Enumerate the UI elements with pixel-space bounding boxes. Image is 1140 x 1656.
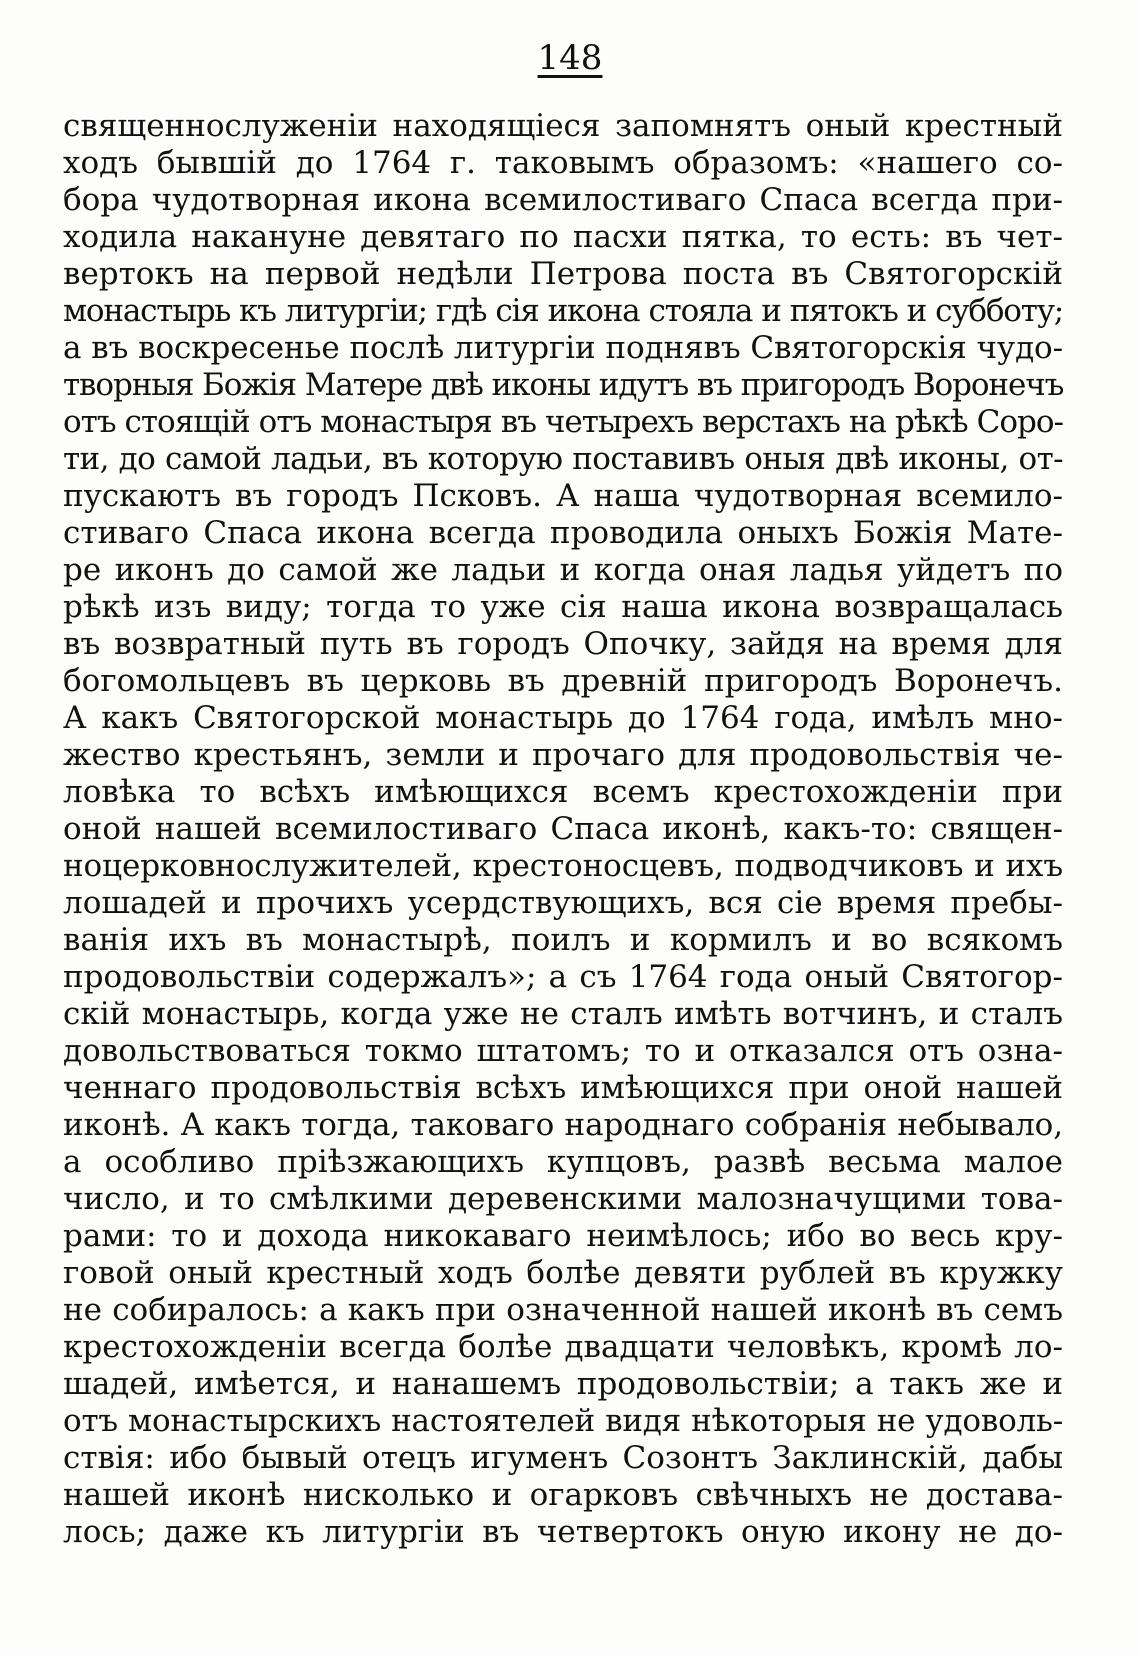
text-line: ходила накануне девятаго по пасхи пятка, то есть: въ чет-: [63, 219, 1063, 255]
text-line: скiй монастырь, когда уже не сталъ имѣть вотчинъ, и сталъ: [63, 996, 1063, 1032]
body-text: [63, 108, 1063, 1551]
text-line: продовольствiи содержалъ»; а съ 1764 года оный Святогор-: [63, 959, 1063, 995]
text-line: крестохожденiи всегда болѣе двадцати человѣкъ, кромѣ ло-: [63, 1329, 1063, 1365]
text-line: оной нашей всемилостиваго Спаса иконѣ, какъ-то: священ-: [63, 811, 1063, 847]
text-line: въ возвратный путь въ городъ Опочку, зайдя на время для: [63, 626, 1063, 662]
text-line: ноцерковнослужителей, крестоносцевъ, подводчиковъ и ихъ: [63, 848, 1063, 884]
text-line: а въ воскресенье послѣ литургiи поднявъ Святогорскiя чудо-: [63, 330, 1063, 366]
text-line: пускаютъ въ городъ Псковъ. А наша чудотворная всемило-: [63, 478, 1063, 514]
text-line: ходъ бывшiй до 1764 г. таковымъ образомъ: «нашего со-: [63, 145, 1063, 181]
text-line: монастырь къ литургiи; гдѣ сiя икона стояла и пятокъ и субботу;: [63, 293, 1063, 329]
text-line: ванiя ихъ въ монастырѣ, поилъ и кормилъ и во всякомъ: [63, 922, 1063, 958]
text-line: иконѣ. А какъ тогда, таковаго народнаго собранiя небывало,: [63, 1107, 1063, 1143]
text-line: не собиралось: а какъ при означенной нашей иконѣ въ семъ: [63, 1292, 1063, 1328]
text-line: жество крестьянъ, земли и прочаго для продовольствiя че-: [63, 737, 1063, 773]
text-line: ченнаго продовольствiя всѣхъ имѣющихся при оной нашей: [63, 1070, 1063, 1106]
text-line: вертокъ на первой недѣли Петрова поста въ Святогорскiй: [63, 256, 1063, 292]
page-number: 148: [537, 38, 603, 78]
text-line: лошадей и прочихъ усердствующихъ, вся сiе время пребы-: [63, 885, 1063, 921]
text-line: шадей, имѣется, и нанашемъ продовольствiи; а такъ же и: [63, 1366, 1063, 1402]
text-line: говой оный крестный ходъ болѣе девяти рублей въ кружку: [63, 1255, 1063, 1291]
text-line: стиваго Спаса икона всегда проводила оныхъ Божiя Мате-: [63, 515, 1063, 551]
text-line: бора чудотворная икона всемилостиваго Спаса всегда при-: [63, 182, 1063, 218]
text-line: лось; даже къ литургiи въ четвертокъ оную икону не до-: [63, 1514, 1063, 1550]
text-line: ствiя: ибо бывый отецъ игуменъ Созонтъ Заклинскiй, дабы: [63, 1440, 1063, 1476]
text-line: ловѣка то всѣхъ имѣющихся всемъ крестохожденiи при: [63, 774, 1063, 810]
text-line: отъ стоящiй отъ монастыря въ четырехъ верстахъ на рѣкѣ Соро-: [63, 404, 1063, 440]
text-line: А какъ Святогорской монастырь до 1764 года, имѣлъ мно-: [63, 700, 1063, 736]
text-line: ти, до самой ладьи, въ которую поставивъ оныя двѣ иконы, от-: [63, 441, 1063, 477]
text-line: число, и то смѣлкими деревенскими малозначущими това-: [63, 1181, 1063, 1217]
text-line: священнослуженiи находящiеся запомнятъ оный крестный: [63, 108, 1063, 144]
text-line: а особливо прiѣзжающихъ купцовъ, развѣ весьма малое: [63, 1144, 1063, 1180]
text-line: творныя Божiя Матере двѣ иконы идутъ въ пригородъ Воронечъ: [63, 367, 1063, 403]
text-line: довольствоваться токмо штатомъ; то и отказался отъ озна-: [63, 1033, 1063, 1069]
text-line: отъ монастырскихъ настоятелей видя нѣкоторыя не удоволь-: [63, 1403, 1063, 1439]
text-line: богомольцевъ въ церковь въ древнiй пригородъ Воронечъ.: [63, 663, 1063, 699]
text-line: рѣкѣ изъ виду; тогда то уже сiя наша икона возвращалась: [63, 589, 1063, 625]
text-line: нашей иконѣ нисколько и огарковъ свѣчныхъ не доставa-: [63, 1477, 1063, 1513]
text-line: рами: то и дохода никокаваго неимѣлось; ибо во весь кру-: [63, 1218, 1063, 1254]
text-line: ре иконъ до самой же ладьи и когда оная ладья уйдетъ по: [63, 552, 1063, 588]
